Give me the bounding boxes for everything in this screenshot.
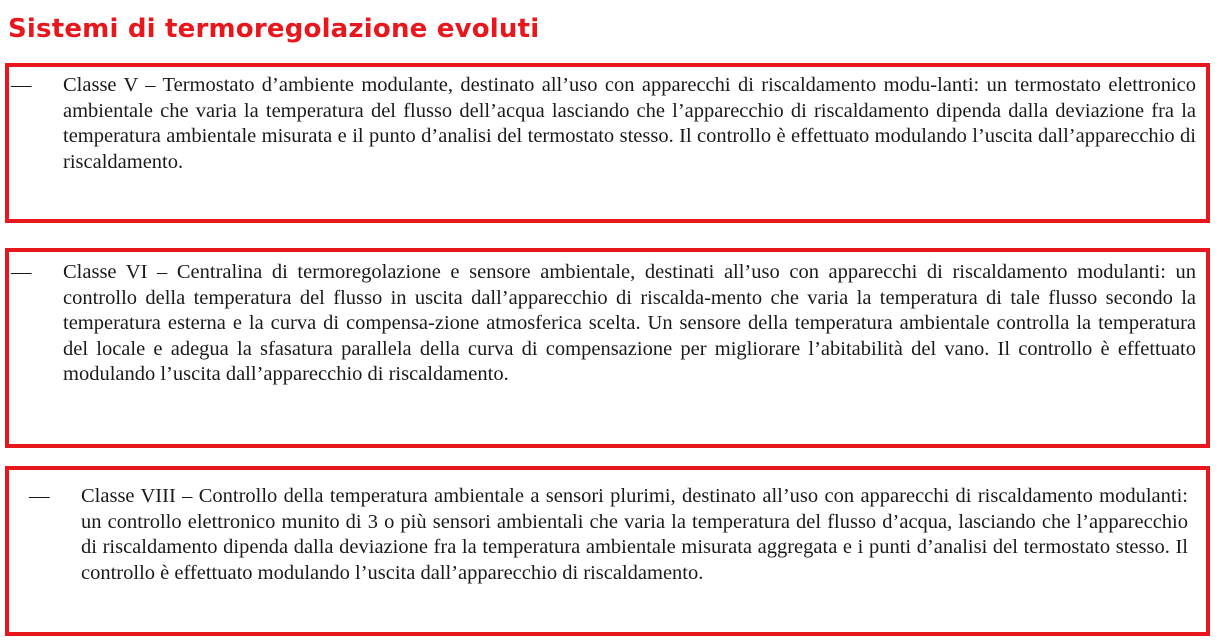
highlight-box-classe-vi [5, 248, 1210, 448]
em-dash-bullet: — [11, 74, 32, 96]
em-dash-bullet: — [29, 485, 50, 507]
highlight-box-classe-v [5, 63, 1210, 223]
list-item-classe-vi [11, 260, 1196, 388]
page-title: Sistemi di termoregolazione evoluti [8, 14, 540, 44]
em-dash-bullet: — [11, 261, 32, 283]
list-item-classe-viii [29, 484, 1188, 586]
highlight-box-classe-viii [5, 466, 1210, 636]
classe-vi-text: Classe VI – Centralina di termoregolazione e sensore ambientale, destinati all’uso con apparecchi di riscaldamento modulanti: un controllo della temperatura del flusso in uscita dall’apparecchio di riscalda-mento che varia la temperatura di tale flusso secondo la temperatura esterna e la curva di compensa-zione atmosferica scelta. Un sensore della temperatura ambientale controlla la temperatura del locale e adegua la sfasatura parallela della curva di compensazione per migliorare l’abitabilità del vano. Il controllo è effettuato modulando l’uscita dall’apparecchio di riscaldamento. [63, 261, 1196, 385]
classe-viii-text: Classe VIII – Controllo della temperatura ambientale a sensori plurimi, destinato all’uso con apparecchi di riscaldamento modulanti: un controllo elettronico munito di 3 o più sensori ambientali che varia la temperatura del flusso d’acqua, lasciando che l’apparecchio di riscaldamento dipenda dalla deviazione fra la temperatura ambientale misurata aggregata e i punti d’analisi del termostato stesso. Il controllo è effettuato modulando l’uscita dall’apparecchio di riscaldamento. [81, 485, 1188, 584]
list-item-classe-v [11, 73, 1196, 175]
classe-v-text: Classe V – Termostato d’ambiente modulante, destinato all’uso con apparecchi di riscaldamento modu-lanti: un termostato elettronico ambientale che varia la temperatura del flusso dell’acqua lasciando che l’apparecchio di riscaldamento dipenda dalla deviazione fra la temperatura ambientale misurata e il punto d’analisi del termostato stesso. Il controllo è effettuato modulando l’uscita dall’apparecchio di riscaldamento. [63, 74, 1196, 173]
